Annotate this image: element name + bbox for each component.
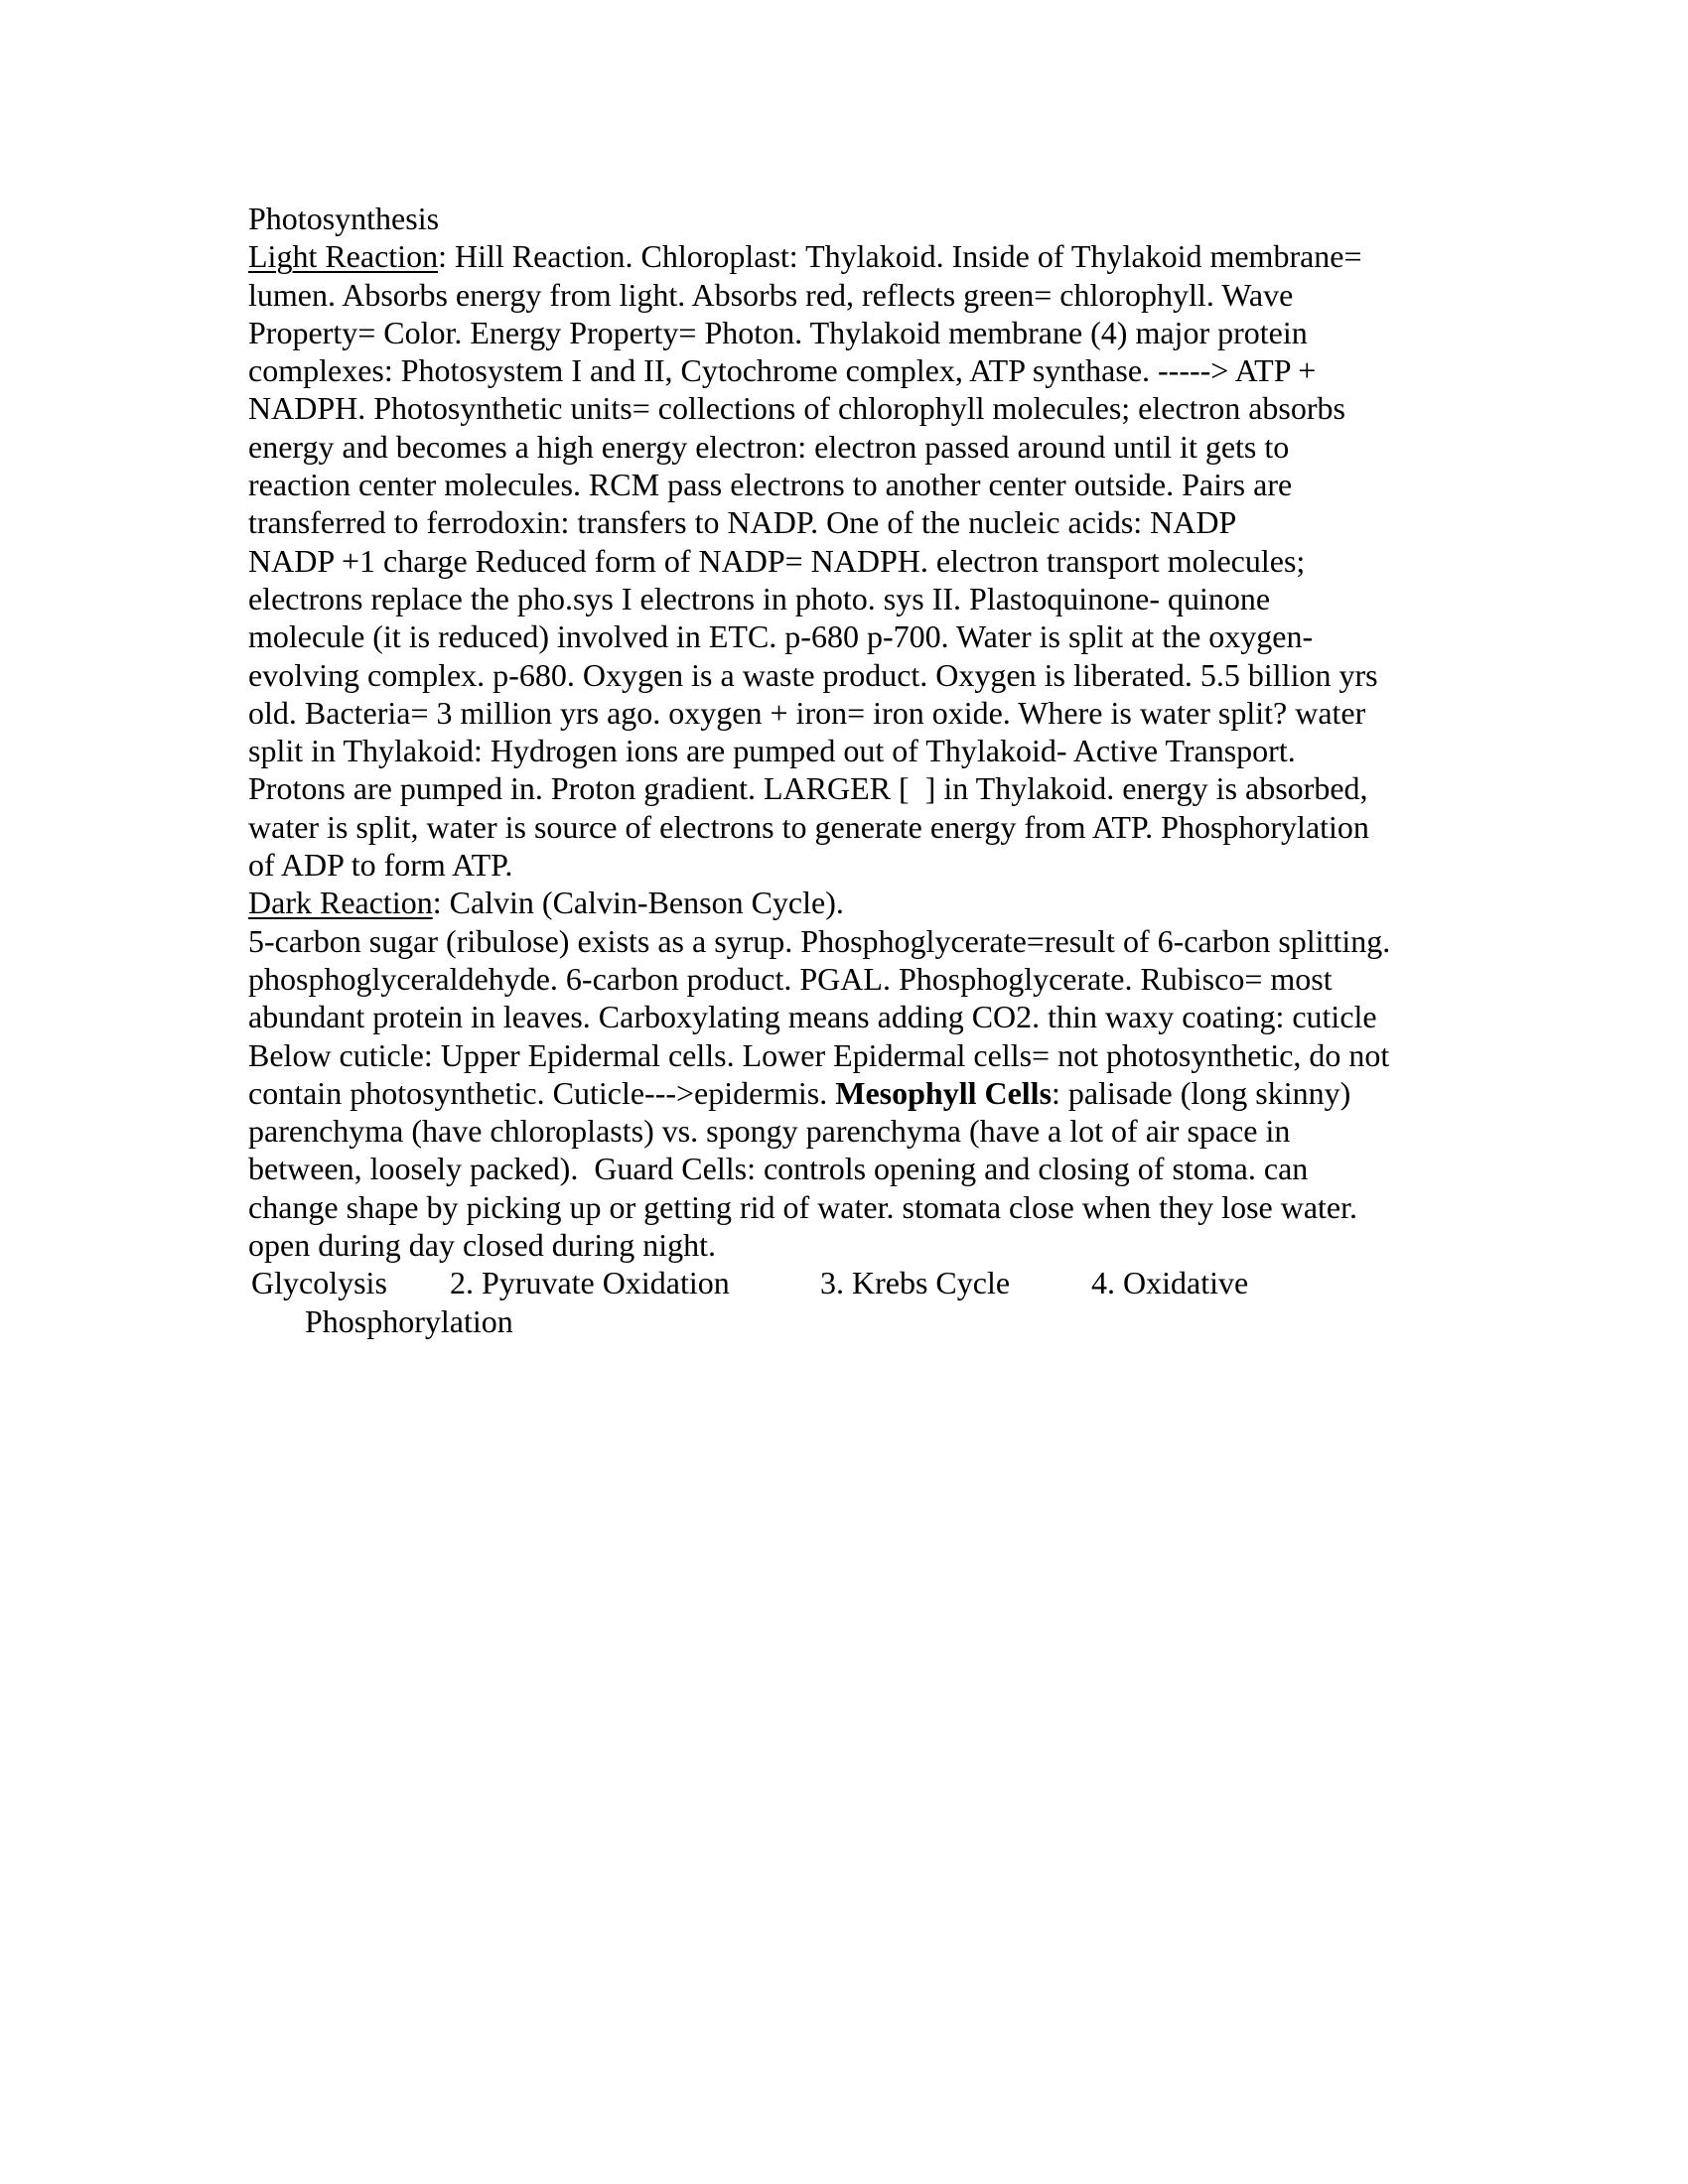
text-line	[248, 1036, 1460, 1074]
text-segment: NADPH. Photosynthetic units= collections of chlorophyll molecules; electron absorbs	[248, 390, 1345, 427]
text-line	[248, 237, 1460, 275]
text-line	[248, 808, 1460, 846]
text-line	[248, 580, 1460, 617]
text-segment: split in Thylakoid: Hydrogen ions are pumped out of Thylakoid- Active Transport.	[248, 733, 1296, 769]
text-segment: 5-carbon sugar (ribulose) exists as a syrup. Phosphoglycerate=result of 6-carbon splitting.	[248, 922, 1391, 959]
text-segment: Protons are pumped in. Proton gradient. LARGER [ ] in Thylakoid. energy is absorbed,	[248, 770, 1368, 807]
text-line	[248, 1074, 1460, 1112]
text-segment: complexes: Photosystem I and II, Cytochrome complex, ATP synthase. -----> ATP +	[248, 352, 1317, 389]
text-segment: between, loosely packed). Guard Cells: controls opening and closing of stoma. can	[248, 1151, 1309, 1187]
text-line	[248, 922, 1460, 960]
text-segment: contain photosynthetic. Cuticle--->epidermis.	[248, 1074, 836, 1111]
document-title: Photosynthesis	[248, 201, 440, 236]
text-segment: electrons replace the pho.sys I electrons in photo. sys II. Plastoquinone- quinone	[248, 580, 1271, 616]
text-segment: : Hill Reaction. Chloroplast: Thylakoid. Inside of Thylakoid membrane=	[438, 238, 1362, 275]
step-glycolysis: Glycolysis	[251, 1265, 387, 1301]
text-segment: evolving complex. p-680. Oxygen is a waste product. Oxygen is liberated. 5.5 billion yrs	[248, 656, 1378, 693]
text-line	[248, 351, 1460, 389]
text-segment: open during day closed during night.	[248, 1227, 717, 1264]
text-line	[248, 617, 1460, 655]
text-line	[248, 1226, 1460, 1264]
text-line	[248, 846, 1460, 884]
text-line	[248, 998, 1460, 1035]
text-line	[248, 769, 1460, 807]
text-line	[248, 428, 1460, 466]
text-segment: abundant protein in leaves. Carboxylating means adding CO2. thin waxy coating: cuticle	[248, 999, 1377, 1035]
text-line	[248, 276, 1460, 314]
text-segment: Below cuticle: Upper Epidermal cells. Lower Epidermal cells= not photosynthetic, do not	[248, 1036, 1390, 1073]
step-continuation: Phosphorylation	[305, 1302, 513, 1339]
text-segment: reaction center molecules. RCM pass electrons to another center outside. Pairs are	[248, 467, 1293, 503]
text-segment: Property= Color. Energy Property= Photon. Thylakoid membrane (4) major protein	[248, 314, 1308, 350]
text-segment: water is split, water is source of electrons to generate energy from ATP. Phosphorylation	[248, 808, 1369, 845]
section-heading: Dark Reaction	[248, 885, 433, 921]
text-line	[248, 732, 1460, 769]
text-line	[248, 656, 1460, 694]
step-oxidative-phosphorylation: 4. Oxidative	[1091, 1265, 1249, 1301]
text-segment: : palisade (long skinny)	[1052, 1074, 1351, 1111]
text-line	[248, 389, 1460, 427]
text-segment: transferred to ferrodoxin: transfers to NADP. One of the nucleic acids: NADP	[248, 504, 1237, 541]
text-line	[248, 314, 1460, 351]
notes-body	[248, 200, 1460, 1340]
text-line	[248, 960, 1460, 998]
text-line	[248, 542, 1460, 580]
step-pyruvate-oxidation: 2. Pyruvate Oxidation	[450, 1265, 730, 1301]
text-segment: old. Bacteria= 3 million yrs ago. oxygen + iron= iron oxide. Where is water split? water	[248, 694, 1366, 731]
text-line	[248, 1188, 1460, 1226]
text-segment: parenchyma (have chloroplasts) vs. spongy parenchyma (have a lot of air space in	[248, 1113, 1291, 1150]
text-line	[248, 466, 1460, 503]
text-line	[248, 503, 1460, 541]
text-segment: NADP +1 charge Reduced form of NADP= NADPH. electron transport molecules;	[248, 542, 1306, 579]
step-krebs-cycle: 3. Krebs Cycle	[820, 1265, 1011, 1301]
text-line	[248, 1150, 1460, 1187]
text-segment: change shape by picking up or getting rid of water. stomata close when they lose water.	[248, 1188, 1358, 1225]
text-segment: : Calvin (Calvin-Benson Cycle).	[432, 885, 844, 921]
text-segment: of ADP to form ATP.	[248, 847, 513, 884]
respiration-steps-list	[248, 1264, 1460, 1301]
section-heading: Light Reaction	[248, 238, 439, 275]
text-segment: molecule (it is reduced) involved in ETC. p-680 p-700. Water is split at the oxygen-	[248, 618, 1314, 655]
text-segment: lumen. Absorbs energy from light. Absorbs red, reflects green= chlorophyll. Wave	[248, 276, 1294, 313]
text-line	[248, 1112, 1460, 1150]
text-segment: phosphoglyceraldehyde. 6-carbon product. PGAL. Phosphoglycerate. Rubisco= most	[248, 960, 1333, 997]
text-segment: energy and becomes a high energy electron: electron passed around until it gets to	[248, 428, 1290, 465]
bold-term: Mesophyll Cells	[835, 1074, 1053, 1111]
text-line	[248, 884, 1460, 921]
text-line	[248, 694, 1460, 732]
paragraph-lines	[248, 237, 1460, 1264]
